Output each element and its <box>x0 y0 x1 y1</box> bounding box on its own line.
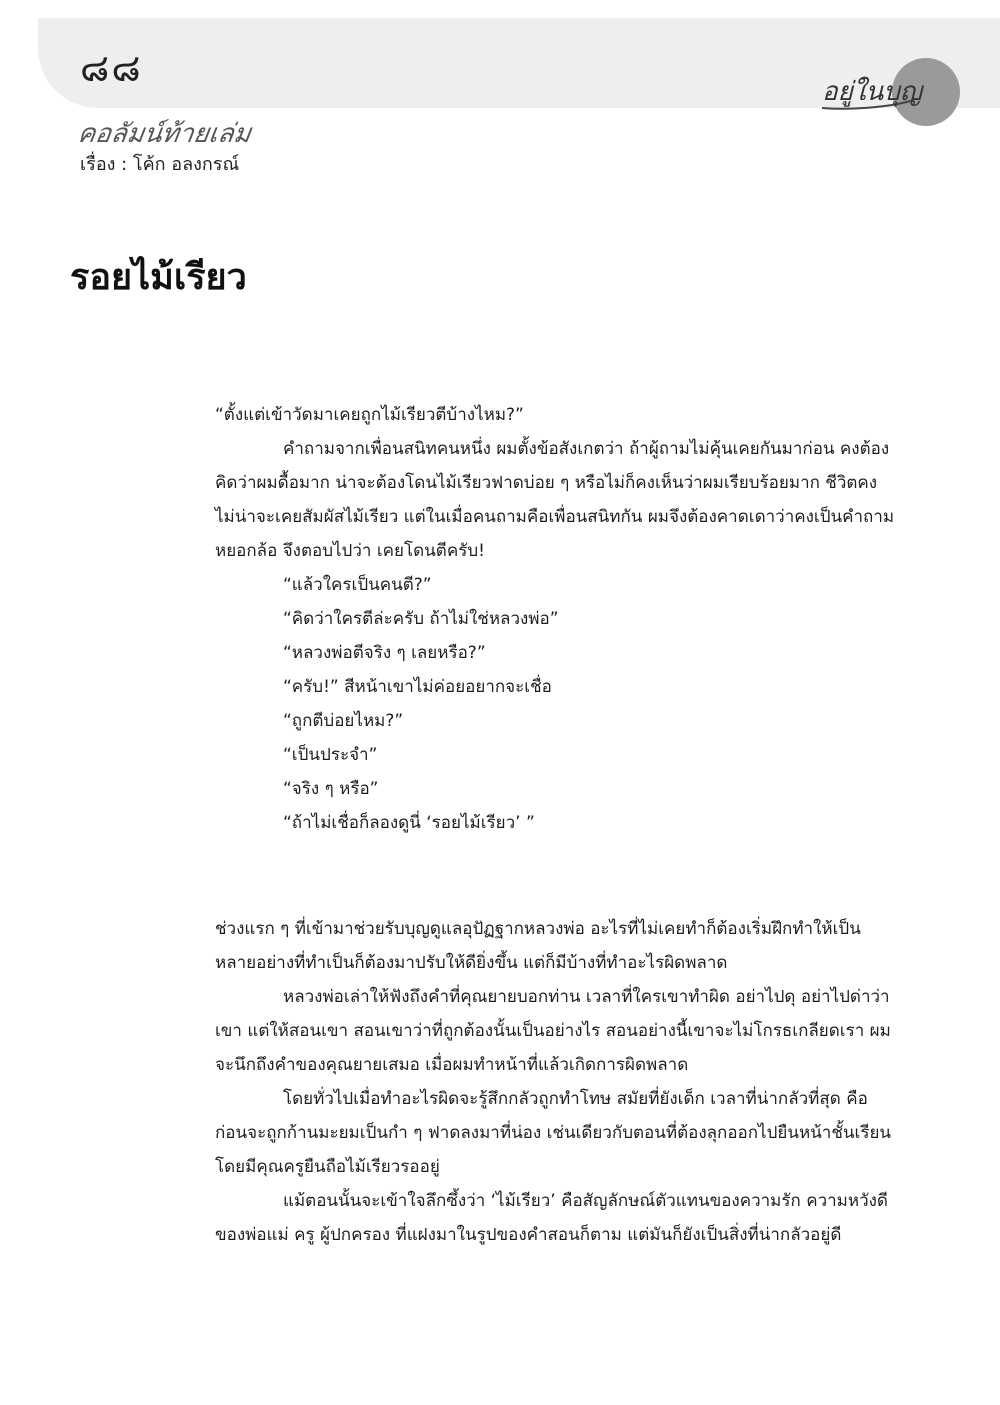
dialogue-line: “ถ้าไม่เชื่อก็ลองดูนี่ ‘รอยไม้เรียว’ ” <box>283 813 535 833</box>
article-section-1 <box>215 398 895 840</box>
byline: เรื่อง : โค้ก อลงกรณ์ <box>80 154 240 175</box>
body-paragraph: แม้ตอนนั้นจะเข้าใจลึกซึ้งว่า ‘ไม้เรียว’ คือสัญลักษณ์ตัวแทนของความรัก ความหวังดี ของพ่อแม่ ครู ผู้ปกครอง ที่แฝงมาในรูปของคำสอนก็ตาม แต่มันก็ยังเป็นสิ่งที่น่ากลัวอยู่ดี <box>215 1191 888 1245</box>
page-number: ๘๘ <box>80 46 143 90</box>
body-paragraph: โดยทั่วไปเมื่อทำอะไรผิดจะรู้สึกกลัวถูกทำโทษ สมัยที่ยังเด็ก เวลาที่น่ากลัวที่สุด คือ ก่อนจะถูกก้านมะยมเป็นกำ ๆ ฟาดลงมาที่น่อง เช่นเดียวกับตอนที่ต้องลุกออกไปยืนหน้าชั้นเรียน โดยมีคุณครูยืนถือไม้เรียวรออยู่ <box>215 1089 892 1177</box>
magazine-logo-text: อยู่ในบุญ <box>822 77 922 107</box>
dialogue-line: “เป็นประจำ” <box>283 745 378 765</box>
body-paragraph: ช่วงแรก ๆ ที่เข้ามาช่วยรับบุญดูแลอุปัฏฐากหลวงพ่อ อะไรที่ไม่เคยทำก็ต้องเริ่มฝึกทำให้เป็น หลายอย่างที่ทำเป็นก็ต้องมาปรับให้ดียิ่งขึ้น แต่ก็มีบ้างที่ทำอะไรผิดพลาด <box>215 919 861 973</box>
body-paragraph: หลวงพ่อเล่าให้ฟังถึงคำที่คุณยายบอกท่าน เวลาที่ใครเขาทำผิด อย่าไปดุ อย่าไปด่าว่าเขา แต่ให้สอนเขา สอนเขาว่าที่ถูกต้องนั้นเป็นอย่างไร สอนอย่างนี้เขาจะไม่โกรธเกลียดเรา ผมจะนึกถึงคำของคุณยายเสมอ เมื่อผมทำหน้าที่แล้วเกิดการผิดพลาด <box>215 987 891 1075</box>
dialogue-line: “แล้วใครเป็นคนตี?” <box>283 575 432 595</box>
dialogue-line: “จริง ๆ หรือ” <box>283 779 379 799</box>
column-label: คอลัมน์ท้ายเล่ม <box>75 119 253 149</box>
opening-question: “ตั้งแต่เข้าวัดมาเคยถูกไม้เรียวตีบ้างไหม?” <box>215 405 524 425</box>
article-section-2 <box>215 912 895 1252</box>
intro-paragraph: คำถามจากเพื่อนสนิทคนหนึ่ง ผมตั้งข้อสังเกตว่า ถ้าผู้ถามไม่คุ้นเคยกันมาก่อน คงต้องคิดว่าผมดื้อมาก น่าจะต้องโดนไม้เรียวฟาดบ่อย ๆ หรือไม่ก็คงเห็นว่าผมเรียบร้อยมาก ชีวิตคงไม่น่าจะเคยสัมผัสไม้เรียว แต่ในเมื่อคนถามคือเพื่อนสนิทกัน ผมจึงต้องคาดเดาว่าคงเป็นคำถามหยอกล้อ จึงตอบไปว่า เคยโดนตีครับ! <box>215 439 895 561</box>
article-title: รอยไม้เรียว <box>70 257 247 298</box>
dialogue-line: “ถูกตีบ่อยไหม?” <box>283 711 404 731</box>
magazine-logo <box>818 54 968 134</box>
dialogue-line: “ครับ!” สีหน้าเขาไม่ค่อยอยากจะเชื่อ <box>283 677 552 697</box>
dialogue-line: “หลวงพ่อตีจริง ๆ เลยหรือ?” <box>283 643 486 663</box>
dialogue-line: “คิดว่าใครตีล่ะครับ ถ้าไม่ใช่หลวงพ่อ” <box>283 609 559 629</box>
